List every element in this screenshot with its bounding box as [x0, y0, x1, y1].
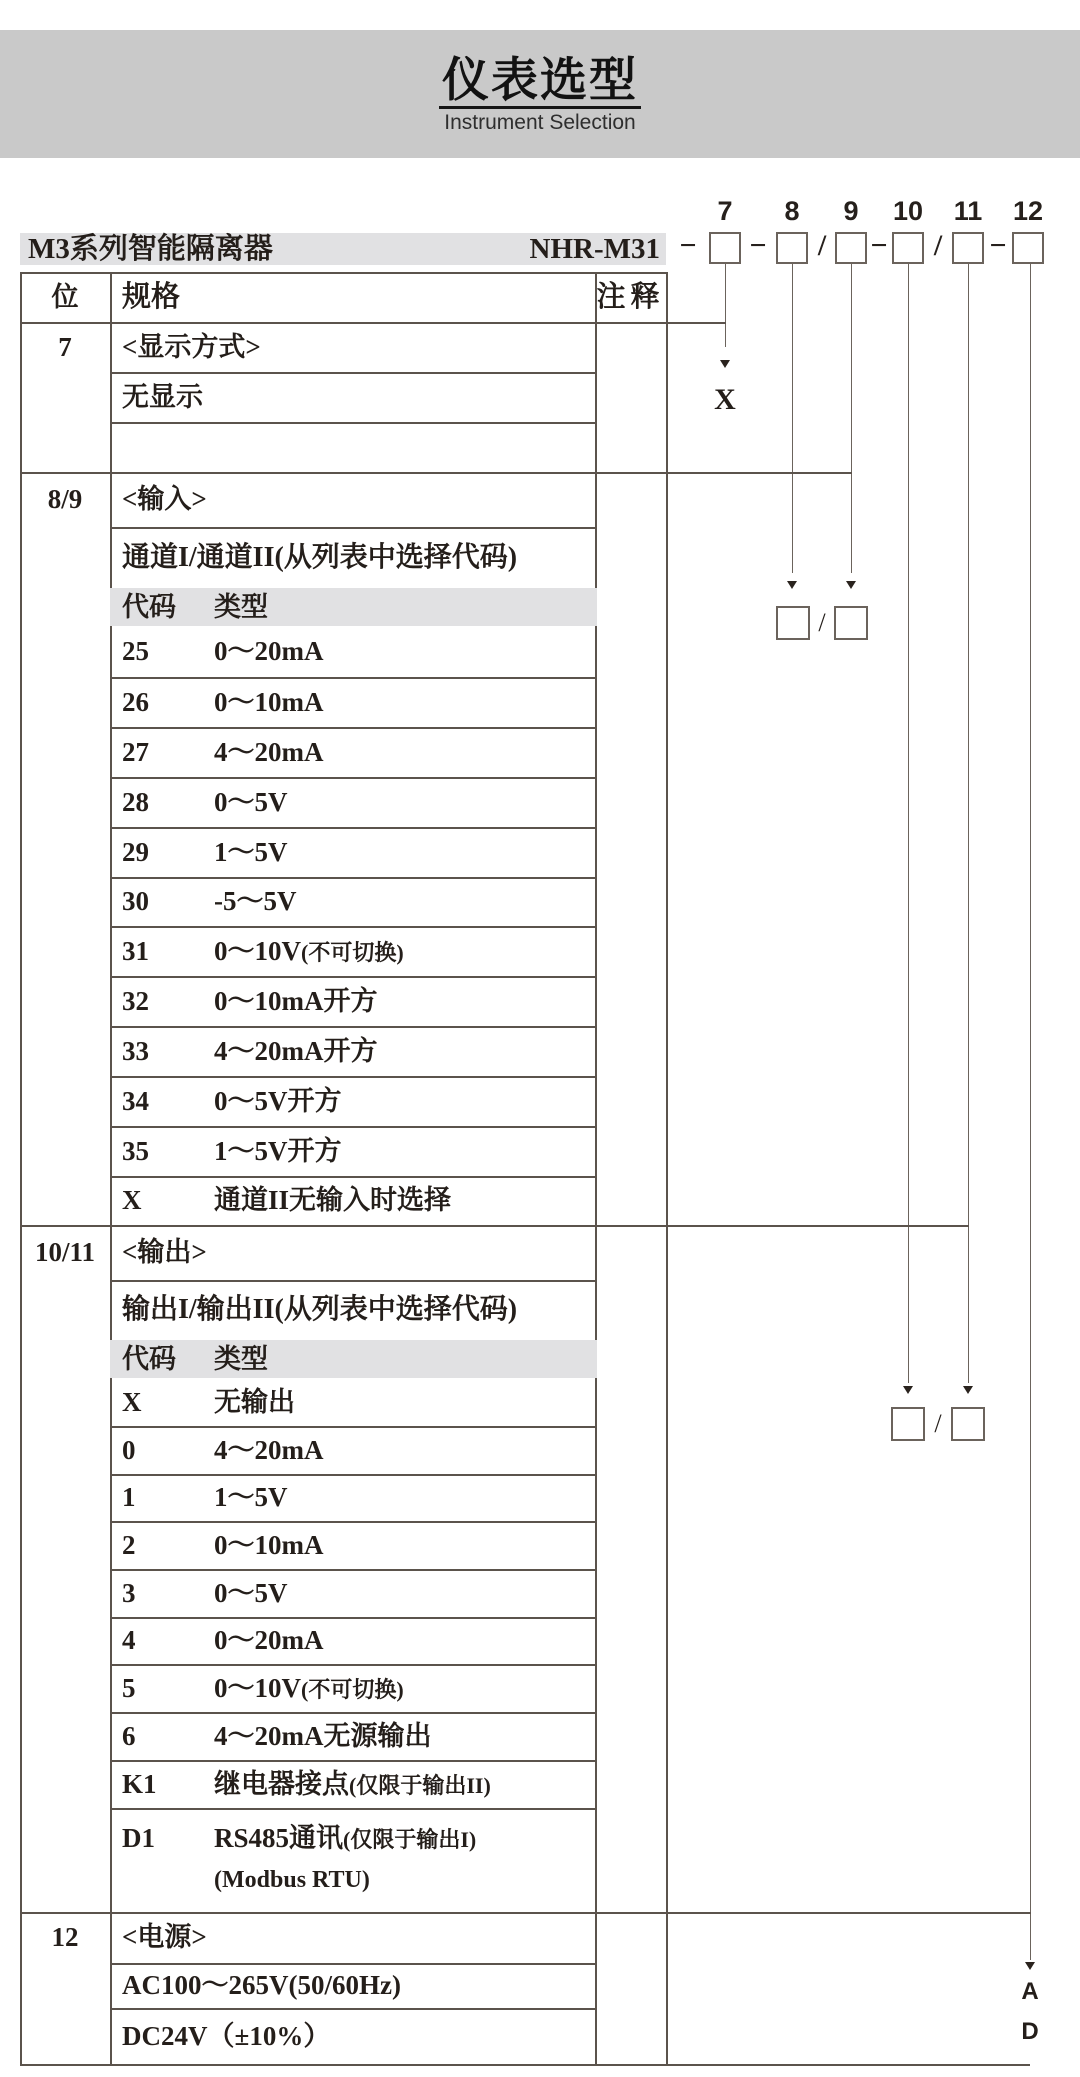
input-section-title: <输入>	[122, 484, 207, 514]
arrow-down-icon	[903, 1386, 913, 1394]
output-type: 4～20mA无源输出	[214, 1721, 432, 1751]
header-spec: 规格	[122, 281, 181, 313]
header-position: 位	[51, 282, 79, 312]
page-banner	[0, 30, 1080, 158]
input-type: 4～20mA开方	[214, 1036, 378, 1066]
input-type: 0～10V	[214, 936, 301, 966]
section-position-10-11: 10/11	[34, 1237, 95, 1267]
drop-line-9	[851, 263, 852, 573]
row-divider	[110, 422, 597, 424]
input-code-header	[122, 588, 595, 626]
input-type: 0～5V	[214, 787, 288, 817]
power-option-dc: DC24V（±10%）	[122, 2021, 331, 2051]
input-channel2-box	[834, 606, 868, 640]
input-type: 0～10mA	[214, 687, 324, 717]
input-channel1-box	[776, 606, 810, 640]
output-type: RS485通讯	[214, 1823, 344, 1853]
separator-dash-3: −	[870, 229, 888, 262]
output-code: 4	[122, 1625, 136, 1655]
input-code: 34	[122, 1086, 149, 1116]
table-border-left	[20, 272, 22, 2066]
drop-line-11	[968, 263, 969, 1383]
power-section-title: <电源>	[122, 1922, 207, 1952]
power-code-dc: D	[1021, 2018, 1039, 2045]
display-section-title: <显示方式>	[122, 332, 261, 362]
output-code: D1	[122, 1823, 155, 1853]
position-digit-12: 12	[1012, 196, 1044, 226]
output-type: 继电器接点	[214, 1769, 349, 1799]
separator-slash-1: /	[817, 229, 827, 262]
input-section-subtitle: 通道I/通道II(从列表中选择代码)	[122, 542, 518, 573]
position-digit-9: 9	[843, 196, 859, 226]
model-code: NHR-M31	[529, 233, 660, 265]
drop-line-12	[1030, 263, 1031, 1960]
input-code: 30	[122, 886, 149, 916]
output1-box	[891, 1407, 925, 1441]
table-border-right	[666, 272, 668, 2066]
code-box-7	[709, 232, 741, 264]
output-row	[122, 1760, 595, 1808]
position-digit-10: 10	[892, 196, 924, 226]
pair-slash: /	[934, 1409, 942, 1438]
header-note: 注释	[596, 281, 665, 313]
page-subtitle: Instrument Selection	[444, 111, 636, 135]
output-row	[122, 1617, 595, 1664]
input-row	[122, 877, 595, 926]
output-note-line2: (Modbus RTU)	[214, 1867, 370, 1893]
output-code: K1	[122, 1769, 157, 1799]
separator-dash-1: −	[679, 229, 697, 262]
input-row	[122, 727, 595, 777]
separator-slash-2: /	[933, 229, 943, 262]
power-code-ac: A	[1021, 1978, 1039, 2005]
arrow-down-icon	[963, 1386, 973, 1394]
input-row	[122, 976, 595, 1026]
input-code: 31	[122, 936, 149, 966]
output-code: 2	[122, 1530, 136, 1560]
output-code: 1	[122, 1482, 136, 1512]
output-code-header	[122, 1340, 595, 1378]
page-title: 仪表选型	[439, 54, 641, 110]
input-type: 通道II无输入时选择	[214, 1185, 452, 1215]
col-type-label: 类型	[214, 592, 268, 622]
input-row	[122, 926, 595, 976]
input-type: 1～5V开方	[214, 1136, 342, 1166]
column-divider-spec	[595, 272, 597, 2066]
code-box-12	[1012, 232, 1044, 264]
col-type-label: 类型	[214, 1344, 268, 1374]
col-code-label: 代码	[122, 592, 176, 622]
input-type: 1～5V	[214, 837, 288, 867]
position-digit-7: 7	[717, 196, 733, 226]
section-position-8-9: 8/9	[47, 484, 83, 514]
table-border-bottom	[20, 2064, 1030, 2066]
output-type: 1～5V	[214, 1482, 288, 1512]
separator-dash-4: −	[989, 229, 1007, 262]
output-row	[122, 1474, 595, 1521]
separator-dash-2: −	[749, 229, 767, 262]
section-position-7: 7	[58, 332, 72, 362]
output-note: (不可切换)	[301, 1677, 404, 1702]
input-row	[122, 1176, 595, 1225]
output-note: (仅限于输出II)	[349, 1773, 491, 1798]
output-note: (仅限于输出I)	[343, 1827, 477, 1852]
output-section-title: <输出>	[122, 1237, 207, 1267]
input-code: 25	[122, 636, 149, 666]
section-position-12: 12	[51, 1922, 79, 1952]
input-row	[122, 827, 595, 877]
input-code: 29	[122, 837, 149, 867]
arrow-down-icon	[1025, 1962, 1035, 1970]
output-row	[122, 1664, 595, 1712]
output-code: 0	[122, 1435, 136, 1465]
output-section-subtitle: 输出I/输出II(从列表中选择代码)	[122, 1294, 518, 1325]
series-label: M3系列智能隔离器	[28, 233, 273, 265]
output-type: 0～10V	[214, 1673, 301, 1703]
output-code: 6	[122, 1721, 136, 1751]
column-divider-position	[110, 272, 112, 2066]
arrow-down-icon	[720, 360, 730, 368]
input-code: 33	[122, 1036, 149, 1066]
display-code-value: X	[714, 383, 736, 416]
input-type: 4～20mA	[214, 737, 324, 767]
arrow-down-icon	[846, 581, 856, 589]
output-row	[122, 1521, 595, 1569]
code-box-8	[776, 232, 808, 264]
input-note: (不可切换)	[301, 940, 404, 965]
display-option-none: 无显示	[122, 382, 203, 412]
output-type: 0～10mA	[214, 1530, 324, 1560]
output-type: 4～20mA	[214, 1435, 324, 1465]
arrow-down-icon	[787, 581, 797, 589]
input-type: 0～10mA开方	[214, 986, 378, 1016]
output-row	[122, 1426, 595, 1474]
drop-line-10	[908, 263, 909, 1383]
position-digit-11: 11	[953, 196, 983, 226]
input-type: 0～5V开方	[214, 1086, 342, 1116]
input-type: -5～5V	[214, 886, 297, 916]
output-row	[122, 1378, 595, 1426]
input-row	[122, 777, 595, 827]
drop-line-7	[725, 263, 726, 347]
input-row	[122, 1026, 595, 1076]
grid-line	[20, 272, 668, 274]
output-type: 0～20mA	[214, 1625, 324, 1655]
code-box-10	[892, 232, 924, 264]
input-row	[122, 1076, 595, 1126]
output2-box	[951, 1407, 985, 1441]
input-code: 35	[122, 1136, 149, 1166]
col-code-label: 代码	[122, 1344, 176, 1374]
input-row	[122, 626, 595, 677]
input-code: 26	[122, 687, 149, 717]
input-row	[122, 1126, 595, 1176]
drop-line-8	[792, 263, 793, 573]
code-box-11	[952, 232, 984, 264]
input-code: 27	[122, 737, 149, 767]
output-type: 无输出	[214, 1387, 295, 1417]
input-code: 32	[122, 986, 149, 1016]
pair-slash: /	[818, 608, 826, 637]
output-type: 0～5V	[214, 1578, 288, 1608]
input-type: 0～20mA	[214, 636, 324, 666]
position-digit-8: 8	[784, 196, 800, 226]
output-code: X	[122, 1387, 142, 1417]
input-code: 28	[122, 787, 149, 817]
input-row	[122, 677, 595, 727]
power-option-ac: AC100～265V(50/60Hz)	[122, 1970, 401, 2000]
output-code: 5	[122, 1673, 136, 1703]
input-code: X	[122, 1185, 142, 1215]
output-row	[122, 1569, 595, 1617]
output-row	[122, 1712, 595, 1760]
output-code: 3	[122, 1578, 136, 1608]
